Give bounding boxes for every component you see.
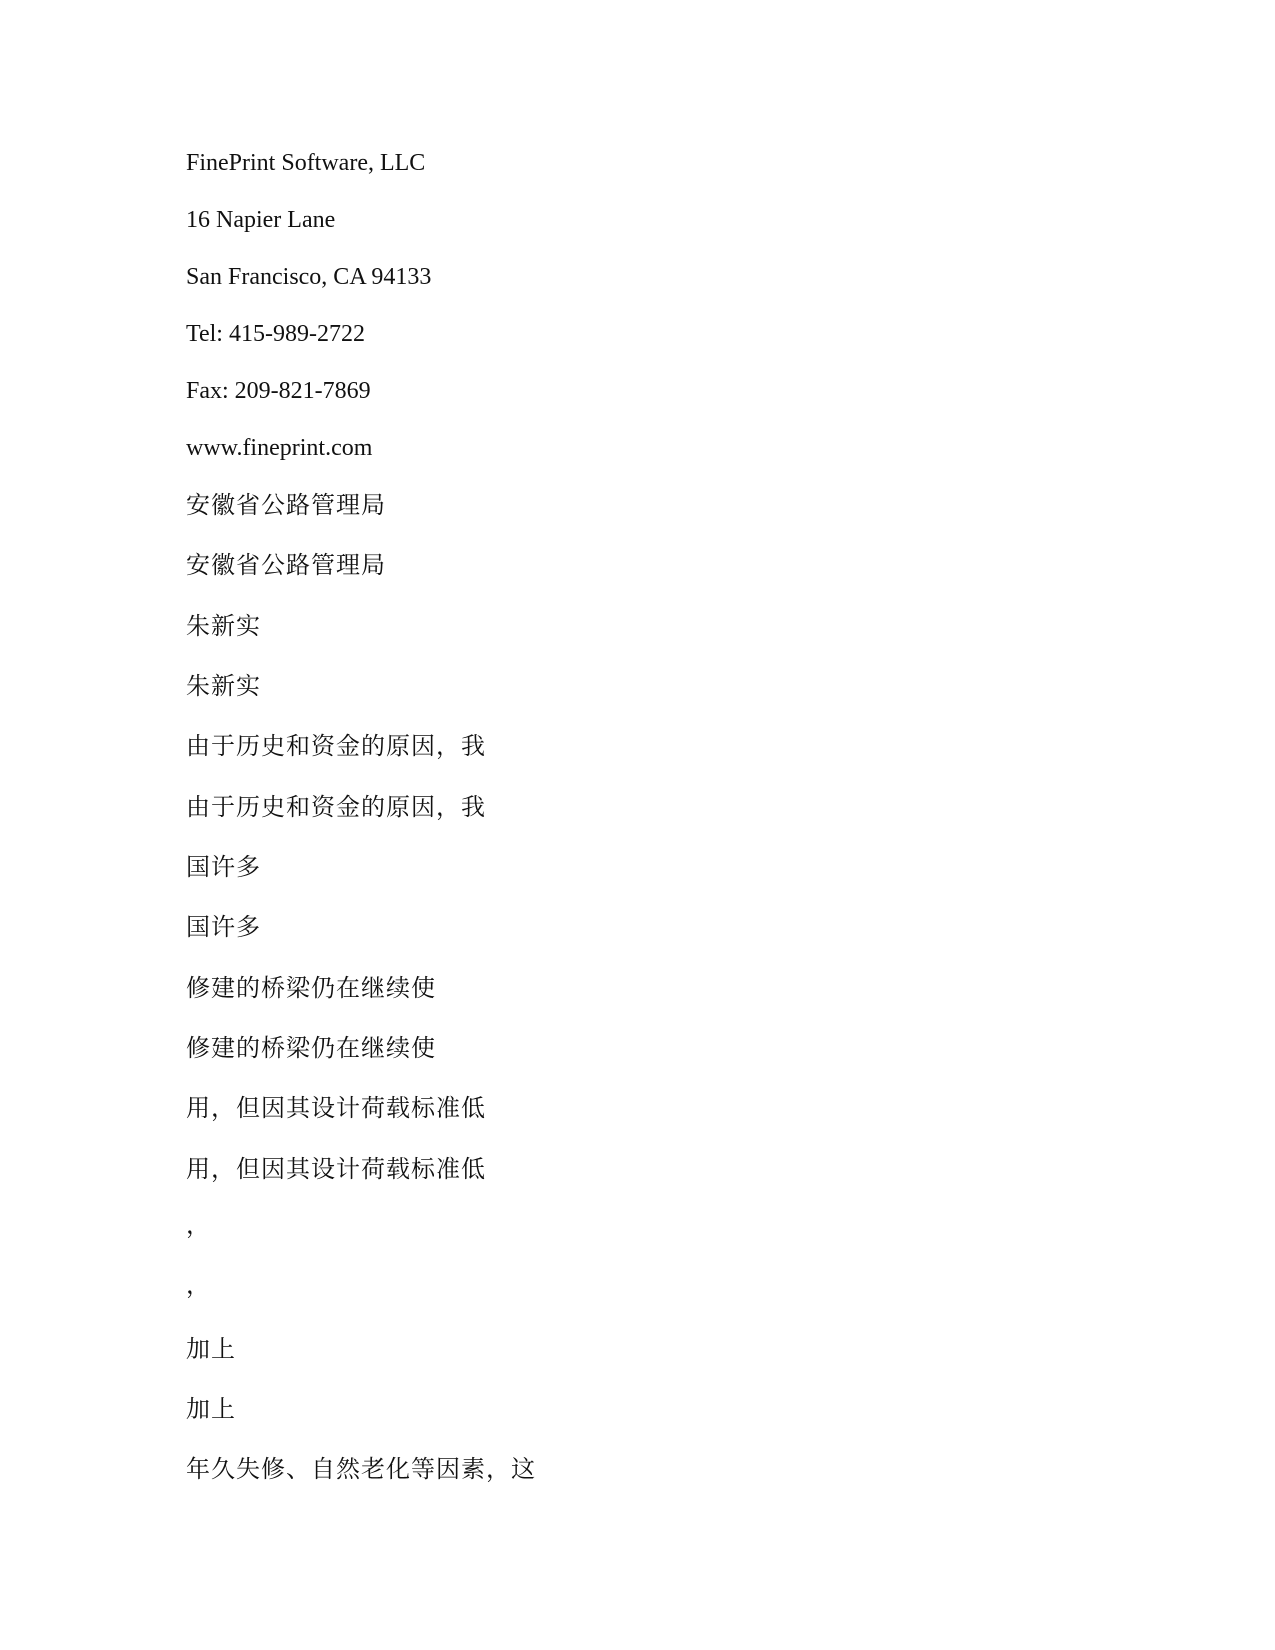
body-line: 用，但因其设计荷载标准低 (186, 1157, 486, 1183)
city-address: San Francisco, CA 94133 (186, 264, 432, 290)
body-line: 安徽省公路管理局 (186, 493, 386, 519)
body-line: 用，但因其设计荷载标准低 (186, 1096, 486, 1122)
body-line: 由于历史和资金的原因，我 (186, 734, 486, 760)
body-line: 修建的桥梁仍在继续使 (186, 1036, 436, 1062)
body-line: 由于历史和资金的原因，我 (186, 795, 486, 821)
company-name: FinePrint Software, LLC (186, 150, 426, 176)
body-line: 安徽省公路管理局 (186, 553, 386, 579)
body-line: 国许多 (186, 915, 261, 941)
fax-number: Fax: 209-821-7869 (186, 378, 371, 404)
body-line: ， (186, 1273, 211, 1299)
body-line: 加上 (186, 1337, 236, 1363)
body-line: 朱新实 (186, 674, 261, 700)
website-url: www.fineprint.com (186, 435, 373, 461)
telephone-number: Tel: 415-989-2722 (186, 321, 365, 347)
body-line: ， (186, 1213, 211, 1239)
body-line: 国许多 (186, 855, 261, 881)
body-line: 朱新实 (186, 614, 261, 640)
street-address: 16 Napier Lane (186, 207, 336, 233)
body-line: 修建的桥梁仍在继续使 (186, 976, 436, 1002)
body-line: 年久失修、自然老化等因素，这 (186, 1457, 536, 1483)
body-line: 加上 (186, 1397, 236, 1423)
